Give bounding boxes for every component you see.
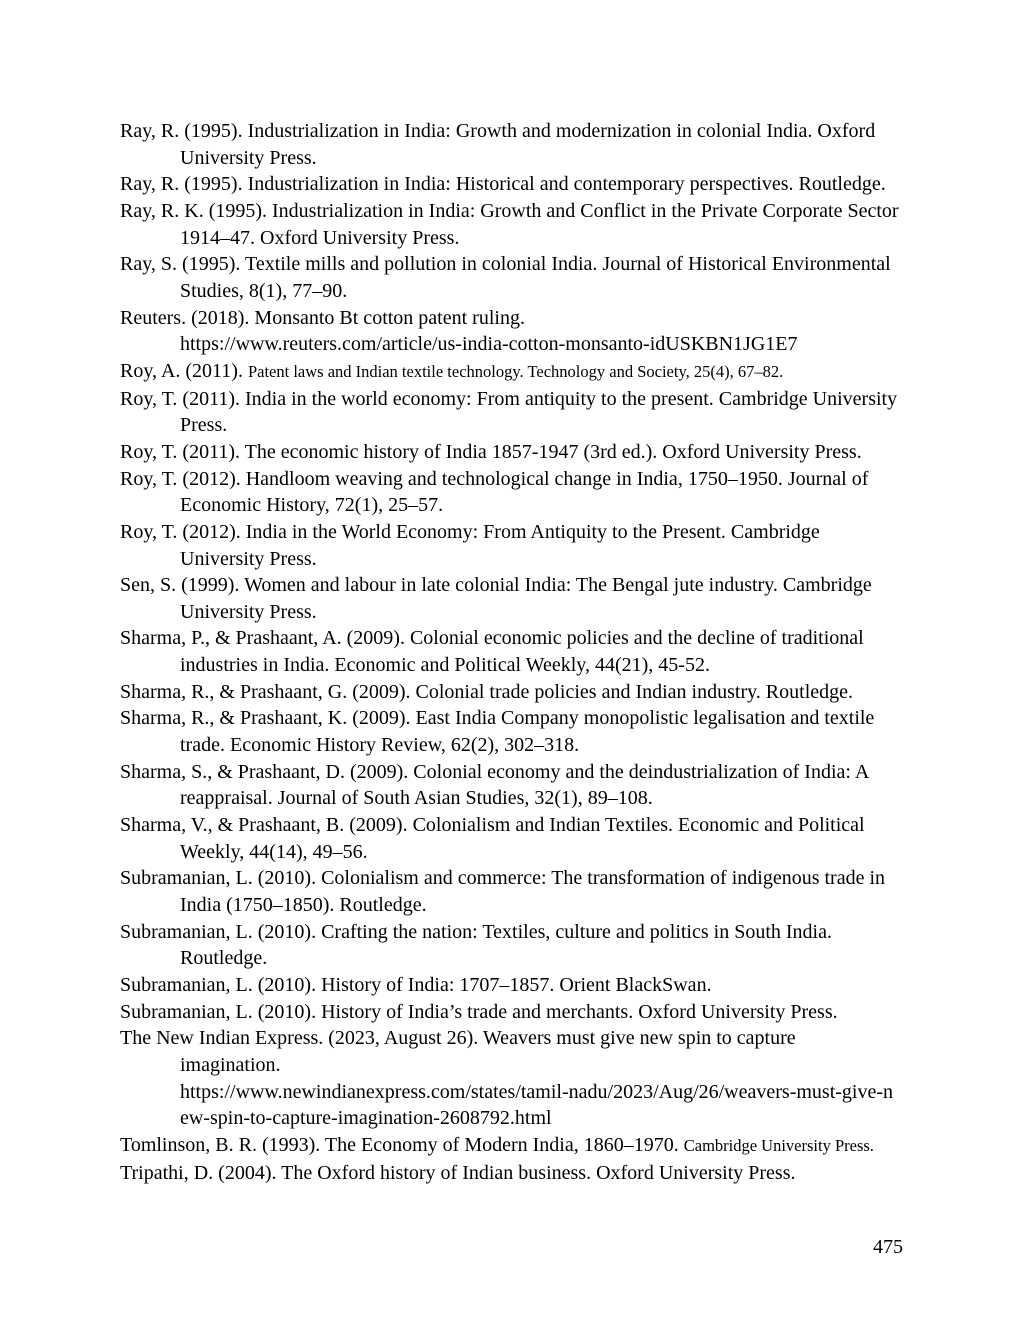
reference-text: ew-spin-to-capture-imagination-2608792.html [180,1107,552,1130]
reference-text: Reuters. (2018). Monsanto Bt cotton patent ruling. [120,306,525,329]
references-list [120,118,920,1186]
reference-text: Sharma, R., & Prashaant, G. (2009). Colonial trade policies and Indian industry. Routledge. [120,680,854,703]
reference-text: Studies, 8(1), 77–90. [180,279,348,302]
reference-first-line [120,572,920,599]
reference-entry [120,386,920,439]
reference-continuation-line [120,1105,920,1132]
reference-continuation-line [120,945,920,972]
reference-first-line [120,171,920,198]
reference-entry [120,1025,920,1132]
reference-continuation-line [120,492,920,519]
reference-text: Roy, T. (2011). India in the world economy: From antiquity to the present. Cambridge University [120,387,898,410]
reference-continuation-line [120,278,920,305]
reference-text: Roy, A. (2011). [120,359,248,382]
reference-continuation-line [120,839,920,866]
reference-entry [120,625,920,678]
reference-entry [120,439,920,466]
reference-text: Cambridge University Press. [683,1135,874,1155]
reference-text: Roy, T. (2012). India in the World Economy: From Antiquity to the Present. Cambridge [120,520,820,543]
reference-text: Press. [180,414,228,437]
reference-first-line [120,198,920,225]
reference-text: 1914–47. Oxford University Press. [180,226,460,249]
reference-entry [120,118,920,171]
reference-first-line [120,439,920,466]
reference-entry [120,1160,920,1187]
reference-text: Roy, T. (2012). Handloom weaving and technological change in India, 1750–1950. Journal of [120,467,869,490]
reference-first-line [120,305,920,332]
reference-text: Sharma, V., & Prashaant, B. (2009). Colonialism and Indian Textiles. Economic and Political [120,814,865,837]
reference-entry [120,305,920,358]
reference-entry [120,519,920,572]
reference-entry [120,466,920,519]
reference-continuation-line [120,652,920,679]
reference-text: industries in India. Economic and Political Weekly, 44(21), 45-52. [180,654,710,677]
reference-continuation-line [120,785,920,812]
reference-entry [120,865,920,918]
reference-entry [120,972,920,999]
reference-first-line [120,812,920,839]
reference-first-line [120,466,920,493]
reference-continuation-line [120,546,920,573]
reference-continuation-line [120,225,920,252]
reference-entry [120,705,920,758]
reference-first-line [120,519,920,546]
reference-text: Economic History, 72(1), 25–57. [180,494,444,517]
reference-entry [120,759,920,812]
reference-text: https://www.reuters.com/article/us-india-cotton-monsanto-idUSKBN1JG1E7 [180,333,798,356]
reference-continuation-line [120,1079,920,1106]
reference-entry [120,679,920,706]
reference-first-line [120,1132,920,1160]
reference-text: imagination. [180,1053,281,1076]
reference-text: Subramanian, L. (2010). History of India: 1707–1857. Orient BlackSwan. [120,974,712,996]
reference-first-line [120,1025,920,1052]
reference-continuation-line [120,412,920,439]
reference-text: Sen, S. (1999). Women and labour in late colonial India: The Bengal jute industry. Cambridge [120,574,872,597]
reference-text: University Press. [180,146,317,169]
reference-first-line [120,999,920,1026]
reference-continuation-line [120,145,920,172]
reference-text: University Press. [180,600,317,623]
reference-text: Subramanian, L. (2010). Colonialism and commerce: The transformation of indigenous trade in [120,867,885,890]
reference-first-line [120,705,920,732]
reference-text: Subramanian, L. (2010). History of India’s trade and merchants. Oxford University Press. [120,1000,838,1023]
reference-first-line [120,625,920,652]
reference-first-line [120,386,920,413]
reference-text: Ray, R. (1995). Industrialization in India: Growth and modernization in colonial India. Oxford [120,120,876,142]
reference-text: Sharma, P., & Prashaant, A. (2009). Colonial economic policies and the decline of traditional [120,627,864,650]
reference-first-line [120,972,920,999]
reference-text: Ray, R. K. (1995). Industrialization in India: Growth and Conflict in the Private Corporate Sector [120,199,899,222]
reference-text: Sharma, S., & Prashaant, D. (2009). Colonial economy and the deindustrialization of India: A [120,760,870,783]
reference-entry [120,171,920,198]
reference-first-line [120,118,920,145]
reference-first-line [120,251,920,278]
reference-continuation-line [120,331,920,358]
reference-entry [120,572,920,625]
reference-entry [120,358,920,386]
reference-first-line [120,865,920,892]
reference-text: https://www.newindianexpress.com/states/tamil-nadu/2023/Aug/26/weavers-must-give-n [180,1080,894,1103]
reference-text: Sharma, R., & Prashaant, K. (2009). East India Company monopolistic legalisation and textile [120,707,875,730]
reference-text: Roy, T. (2011). The economic history of India 1857-1947 (3rd ed.). Oxford University Press. [120,440,862,463]
reference-first-line [120,1160,920,1187]
reference-text: Subramanian, L. (2010). Crafting the nation: Textiles, culture and politics in South India. [120,920,832,943]
reference-text: Routledge. [180,947,268,970]
reference-continuation-line [120,892,920,919]
reference-continuation-line [120,599,920,626]
reference-entry [120,251,920,304]
reference-first-line [120,759,920,786]
reference-first-line [120,679,920,706]
reference-text: The New Indian Express. (2023, August 26). Weavers must give new spin to capture [120,1027,796,1050]
reference-text: trade. Economic History Review, 62(2), 302–318. [180,734,580,757]
reference-text: University Press. [180,547,317,570]
reference-text: Weekly, 44(14), 49–56. [180,840,368,863]
reference-entry [120,919,920,972]
reference-entry [120,1132,920,1160]
reference-continuation-line [120,732,920,759]
reference-text: Patent laws and Indian textile technology. Technology and Society, 25(4), 67–82. [247,361,784,381]
reference-continuation-line [120,1052,920,1079]
reference-text: reappraisal. Journal of South Asian Studies, 32(1), 89–108. [180,787,653,810]
reference-text: India (1750–1850). Routledge. [180,894,427,917]
page-number: 475 [873,1236,903,1258]
reference-text: Ray, S. (1995). Textile mills and pollution in colonial India. Journal of Historical Environmental [120,253,891,276]
reference-text: Tomlinson, B. R. (1993). The Economy of Modern India, 1860–1970. [120,1133,684,1156]
reference-text: Tripathi, D. (2004). The Oxford history of Indian business. Oxford University Press. [120,1161,796,1184]
reference-first-line [120,358,920,386]
reference-entry [120,999,920,1026]
reference-entry [120,812,920,865]
reference-entry [120,198,920,251]
reference-text: Ray, R. (1995). Industrialization in India: Historical and contemporary perspectives. Routledge. [120,173,886,196]
reference-first-line [120,919,920,946]
